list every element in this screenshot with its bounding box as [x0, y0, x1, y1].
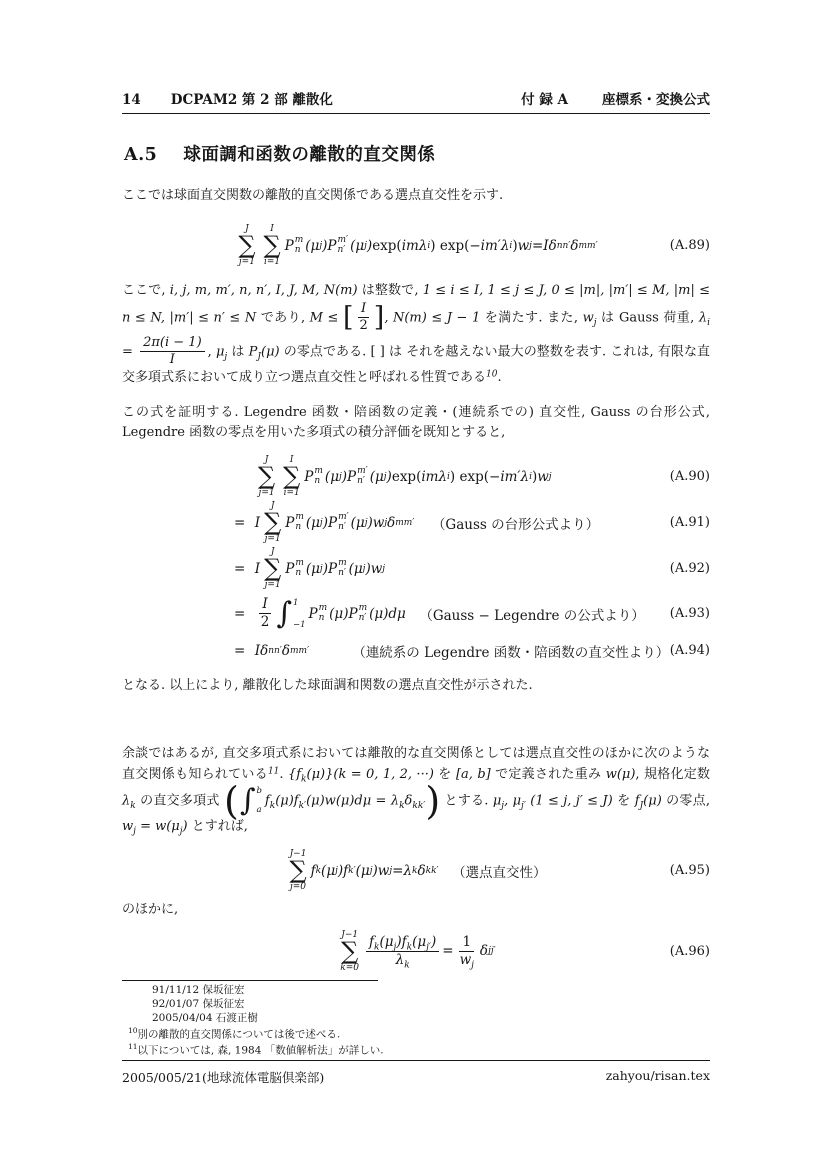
footer-right: zahyou/risan.tex: [605, 1068, 710, 1083]
equation-A95: [122, 848, 710, 894]
equation-A94: [122, 636, 710, 666]
footnote-11-text: 以下については, 森, 1984 「数値解析法」が詳しい.: [137, 1044, 384, 1057]
header-rule: [122, 113, 710, 114]
section-number: A.5: [124, 145, 158, 165]
footer-rule: [122, 1060, 710, 1061]
equation-A94-body: = Iδ nn′ δ mm′ （連続系の Legendre 函数・陪函数の直交性より）: [234, 642, 670, 661]
running-head-left: [122, 88, 333, 108]
appendix-label: 付 録 A: [521, 92, 568, 108]
equation-A95-label: (A.95): [669, 863, 710, 879]
page-number: 14: [122, 92, 141, 108]
paragraph-conclusion: となる. 以上により, 離散化した球面調和関数の選点直交性が示された.: [122, 677, 533, 693]
equation-A92-body: = I J ∑ j=1 P m n (μ j )P m n′ (μ j )w j: [234, 546, 386, 591]
equation-array: [122, 454, 710, 666]
section-title: 球面調和函数の離散的直交関係: [183, 145, 436, 165]
page-footer: [122, 1060, 710, 1086]
footnote-rule: [122, 980, 378, 981]
equation-A90-body: J ∑ j=1 I ∑ i=1 P m n (μ j )P m′ n′ (μ j ) exp( imλ i ) exp(− im′λ i ) w j: [258, 454, 552, 499]
equation-A89-body: J ∑ j=1 I ∑ i=1 P m n (μ j )P m′ n′ (μ j ) exp( imλ i ) exp(− im′λ i ) w j = Iδ nn′ δ mm′: [238, 223, 598, 267]
equation-A91-body: = I J ∑ j=1 P m n (μ j )P m′ n′ (μ j )w j δ mm′ （Gauss の台形公式より）: [234, 500, 600, 545]
paragraph-intro: ここでは球面直交関数の離散的直交関係である選点直交性を示す.: [122, 188, 504, 203]
revision-date: 91/11/12 保坂征宏: [152, 984, 245, 997]
equation-A96-body: J−1 ∑ k=0 $\frac{f_k(\mu_j)f_k(\mu_{j'})}{\lambda_k}$ = $\frac{1}{w_j}$ δ jj′: [340, 929, 496, 973]
equation-A95-body: J−1 ∑ j=0 f k (μ j )f k′ (μ j )w j = λ k δ kk′ （選点直交性）: [289, 849, 547, 893]
equation-A89: [122, 223, 710, 269]
footnote-10-mark: 10: [128, 1025, 138, 1035]
equation-A89-label: (A.89): [669, 238, 710, 254]
running-head-right: [521, 88, 710, 108]
footnote-11-mark: 11: [128, 1042, 138, 1052]
equation-A91-label: (A.91): [669, 515, 710, 531]
footnote-block: [122, 980, 710, 1058]
equation-A93-body: = I 2 ∫ 1 −1 P m n (μ)P m n′ (μ)dμ （Gauss − Legendre の公式より）: [234, 595, 645, 631]
equation-A96-label: (A.96): [669, 943, 710, 959]
equation-A96: [122, 926, 710, 976]
equation-A94-label: (A.94): [669, 643, 710, 659]
paragraph-conditions: ここで, i, j, m, m′, n, n′, I, J, M, N(m) は整数で, 1 ≤ i ≤ I, 1 ≤ j ≤ J, 0 ≤ |m|, |m′| ≤ M, |m| ≤ n ≤ N, |m′| ≤ n′ ≤ N であり, M ≤ [ $\frac{I}{2}$ ], N(m) ≤ J − 1 を満たす. また, $w_j$ は Gauss 荷重, $\lambda_i$ = $\frac{2\pi(i - 1)}{I}$ , $\mu_j$ は $P_J(\mu)$ の零点である. [ ] は それを越えない最大の整数を表す. これは, 有限な直交多項式系において成り立つ選点直交性と呼ばれる性質である$^{10}$.: [122, 282, 711, 386]
running-title-right: 座標系・変換公式: [602, 92, 710, 108]
running-title-left: DCPAM2 第 2 部 離散化: [170, 92, 333, 108]
paragraph-proof-intro: この式を証明する. Legendre 函数・陪函数の定義・(連続系での) 直交性, Gauss の台形公式, Legendre 函数の零点を用いた多項式の積分評価を既知とすると,: [122, 404, 710, 441]
revision-date: 92/01/07 保坂征宏: [152, 998, 245, 1011]
footnote-10-text: 別の離散的直交関係については後で述べる.: [137, 1028, 341, 1041]
equation-A93-label: (A.93): [669, 606, 710, 622]
equation-A91: [122, 500, 710, 546]
section-heading: [124, 141, 710, 166]
footer-left: 2005/005/21(地球流体電脳倶楽部): [122, 1070, 325, 1085]
equation-A90-label: (A.90): [669, 469, 710, 485]
paragraph-aside: 余談ではあるが, 直交多項式系においては離散的な直交関係としては選点直交性のほかに次のような直交関係も知られている$^{11}$. $\{f_k(\mu)\}(k = 0$, 1, 2, ···) を [a, b] で定義された重み w(μ), 規格化定数 $\lambda_k$ の直交多項式 ( ∫ b a $f_k(\mu)f_{k'}(\mu)w(\mu)d\mu = \lambda_k\delta_{kk'}$) とする. $\mu_j$, $\mu_{j'}$ (1 ≤ j, j′ ≤ J) を $f_J(\mu)$ の零点, $w_j = w(\mu_j)$ とすれば,: [122, 746, 711, 837]
equation-A92-label: (A.92): [669, 561, 710, 577]
equation-A92: [122, 546, 710, 592]
footnote-11: [122, 1042, 710, 1058]
equation-A90: [122, 454, 710, 500]
equation-A93: [122, 592, 710, 636]
page-header: [122, 88, 710, 108]
footnote-10: [122, 1026, 710, 1042]
paragraph-nohokani: のほかに,: [122, 901, 179, 917]
revision-date: 2005/04/04 石渡正樹: [152, 1012, 258, 1025]
